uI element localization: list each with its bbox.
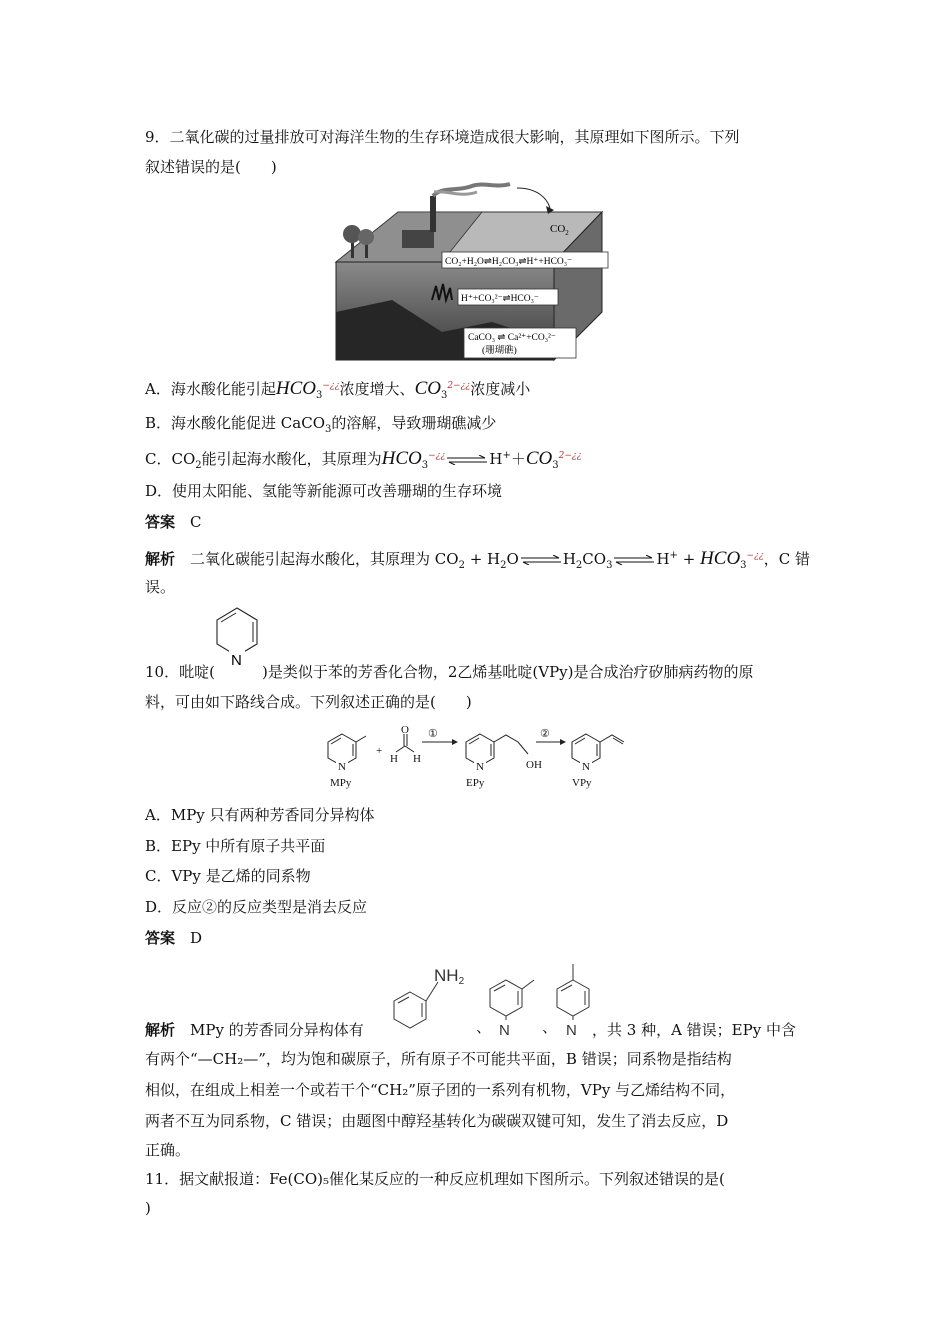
q10-analysis-line5: 正确。 [145,1141,191,1159]
figure-eq3: CaCO₃ ⇌ Ca²⁺+CO₃²⁻ [468,333,556,343]
step2-label: ② [540,728,550,740]
step1-label: ① [428,728,438,740]
q9-option-d: D．使用太阳能、氢能等新能源可改善珊瑚的生存环境 [145,482,503,500]
q10-option-b: B．EPy 中所有原子共平面 [145,837,326,855]
svg-text:+: + [376,745,383,757]
figure-eq1: CO₂+H₂O⇌H₂CO₃⇌H⁺+HCO₃⁻ [445,257,573,267]
q10-option-a: A．MPy 只有两种芳香同分异构体 [145,806,375,824]
q10-analysis-line4: 两者不互为同系物，C 错误；由题图中醇羟基转化为碳碳双键可知，发生了消去反应，D [145,1112,729,1130]
q10-option-c: C．VPy 是乙烯的同系物 [145,867,311,885]
q9-answer: 答案 C [145,513,202,531]
ocean-acidification-figure [332,182,614,362]
q10-option-d: D．反应②的反应类型是消去反应 [145,898,368,916]
synthesis-scheme [322,724,642,794]
figure-eq3-note: (珊瑚礁) [482,346,517,356]
q11-stem-line2: ) [145,1199,151,1217]
svg-text:、: 、 [476,1019,492,1036]
q10-analysis-line1b: ，共 3 种，A 错误；EPy 中含 [592,1021,796,1039]
pyridine-structure [212,602,262,680]
epy-oh-label: OH [526,759,542,771]
mpy-n-label: N [338,761,346,773]
aniline-nh2-label: NH2 [434,966,465,987]
aldehyde-o-label: O [401,724,409,736]
q9-option-b: B．海水酸化能促进 CaCO$_3$的溶解，导致珊瑚礁减少 [145,414,497,435]
q10-analysis-line2: 有两个“—CH₂—”，均为饱和碳原子，所有原子不可能共平面，B 错误；同系物是指结构 [145,1050,732,1068]
pyridine-n-label: N [231,652,242,669]
q10-stem-suffix: )是类似于苯的芳香化合物，2乙烯基吡啶(VPy)是合成治疗矽肺病药物的原 [262,663,754,681]
equilibrium-arrow-icon [445,455,489,465]
equilibrium-arrow-icon [519,555,563,565]
q10-analysis-line1a: 解析 MPy 的芳香同分异构体有 [145,1021,364,1039]
q10-answer: 答案 D [145,929,203,947]
aldehyde-h-right: H [413,753,421,765]
q10-stem-prefix: 10．吡啶( [145,663,215,681]
q9-analysis: 解析 二氧化碳能引起海水酸化，其原理为 $CO_2 + H_2O$ $H_2CO_3$ $H^+ + HCO_3^{-¿¿}$，C 错 [145,548,810,571]
q9-option-a: A．海水酸化能引起$HCO_3^{-¿¿}$浓度增大、$CO_3^{2-¿¿}$浓度减小 [145,378,531,401]
q9-option-c: C．$CO_2$能引起海水酸化，其原理为$HCO_3^{-¿¿}$ $H^++CO_3^{2-¿¿}$ [145,448,582,471]
q10-stem-line2: 料，可由如下路线合成。下列叙述正确的是( ) [145,693,472,711]
q9-stem-line2: 叙述错误的是( ) [145,158,277,176]
q10-analysis-line3: 相似，在组成上相差一个或若干个“CH₂”原子团的一系列有机物，VPy 与乙烯结构不同， [145,1081,736,1099]
vpy-n-label: N [582,761,590,773]
mpy-label: MPy [330,777,352,789]
co2-label: $CO_2$ [550,223,569,237]
isomer2-n-label: N [566,1022,577,1039]
svg-text:、: 、 [542,1019,558,1036]
q9-analysis-line2: 误。 [145,578,176,596]
epy-n-label: N [476,761,484,773]
epy-label: EPy [466,777,485,789]
figure-eq2: H⁺+CO₃²⁻⇌HCO₃⁻ [461,294,539,304]
aldehyde-h-left: H [390,753,398,765]
q9-stem-line1: 9．二氧化碳的过量排放可对海洋生物的生存环境造成很大影响，其原理如下图所示。下列 [145,128,740,146]
q11-stem-line1: 11．据文献报道：Fe(CO)₅催化某反应的一种反应机理如下图所示。下列叙述错误的是( [145,1170,725,1188]
vpy-label: VPy [572,777,592,789]
isomer1-n-label: N [499,1022,510,1039]
equilibrium-arrow-icon [612,555,656,565]
